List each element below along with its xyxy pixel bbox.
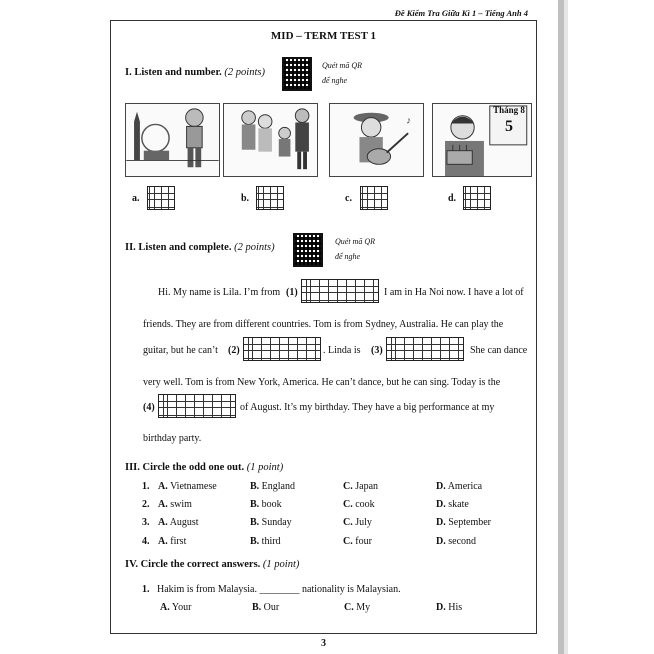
option-d[interactable]: D. September — [436, 517, 491, 528]
qr-code-icon[interactable] — [282, 57, 312, 91]
qr-note-line2: để nghe — [322, 76, 348, 85]
odd-one-out-row: 4. — [142, 536, 150, 547]
passage-line3a: guitar, but he can’t — [143, 345, 218, 356]
option-a[interactable]: A. swim — [158, 499, 192, 510]
option-a[interactable]: A. Your — [160, 602, 192, 613]
passage-line3b: . Linda is — [323, 345, 361, 356]
passage-line2: friends. They are from different countries. Tom is from Sydney, Australia. He can play the — [143, 319, 504, 330]
passage-line1b: I am in Ha Noi now. I have a lot of — [384, 287, 524, 298]
section4-title — [125, 559, 299, 570]
section3-title — [125, 462, 283, 473]
option-b[interactable]: B. Sunday — [250, 517, 292, 528]
odd-one-out-row: 1. — [142, 481, 150, 492]
qr-note-line2: để nghe — [335, 252, 361, 261]
answer-label-c: c. — [345, 193, 352, 204]
svg-text:♪: ♪ — [406, 115, 412, 127]
answer-box-c[interactable] — [360, 186, 388, 210]
option-a[interactable]: A. August — [158, 517, 199, 528]
blank-number-4: (4) — [143, 402, 155, 413]
section1-title — [125, 67, 265, 78]
section4-heading: IV. Circle the correct answers. — [125, 559, 261, 570]
blank-box-2[interactable] — [243, 337, 321, 361]
page-number: 3 — [321, 638, 326, 649]
passage-line3c: She can dance — [470, 345, 528, 356]
calendar-day: 5 — [505, 118, 513, 135]
qr-code-icon[interactable] — [293, 233, 323, 267]
page-header: Đề Kiểm Tra Giữa Kì 1 – Tiếng Anh 4 — [394, 8, 528, 18]
section3-points: (1 point) — [246, 462, 284, 473]
section1-points: (2 points) — [224, 67, 265, 78]
answer-label-d: d. — [448, 193, 457, 204]
option-b[interactable]: B. book — [250, 499, 282, 510]
qr-note-line1: Quét mã QR — [322, 61, 362, 70]
option-a[interactable]: A. Vietnamese — [158, 481, 217, 492]
answer-box-a[interactable] — [147, 186, 175, 210]
answer-box-b[interactable] — [256, 186, 284, 210]
option-d[interactable]: D. second — [436, 536, 477, 547]
option-b[interactable]: B. third — [250, 536, 281, 547]
section1-heading: I. Listen and number. — [125, 67, 222, 78]
section3-heading: III. Circle the odd one out. — [125, 462, 245, 473]
option-c[interactable]: C. four — [343, 536, 372, 547]
option-d[interactable]: D. America — [436, 481, 483, 492]
passage-line5: of August. It’s my birthday. They have a big performance at my — [240, 402, 495, 413]
option-c[interactable]: C. July — [343, 517, 372, 528]
qr-note-line1: Quét mã QR — [335, 237, 375, 246]
qr-note — [335, 234, 395, 264]
passage-line6: birthday party. — [143, 433, 202, 444]
family-picture — [223, 103, 318, 177]
question-1: 1. Hakim is from Malaysia. ________ nationality is Malaysian. — [142, 584, 401, 595]
option-d[interactable]: D. His — [436, 602, 463, 613]
option-c[interactable]: C. Japan — [343, 481, 379, 492]
section4-points: (1 point) — [262, 559, 300, 570]
passage-line4: very well. Tom is from New York, America. He can’t dance, but he can sing. Today is the — [143, 377, 501, 388]
section2-title — [125, 242, 275, 253]
answer-box-d[interactable] — [463, 186, 491, 210]
passage-line1a: Hi. My name is Lila. I’m from — [158, 287, 281, 298]
section2-points: (2 points) — [234, 242, 275, 253]
blank-number-1: (1) — [286, 287, 298, 298]
option-b[interactable]: B. England — [250, 481, 295, 492]
answer-label-b: b. — [241, 193, 250, 204]
odd-one-out-row: 3. — [142, 517, 150, 528]
london-boy-picture — [125, 103, 220, 177]
test-title: MID – TERM TEST 1 — [270, 30, 377, 42]
book-spine-edge — [564, 0, 568, 654]
qr-note — [322, 58, 382, 88]
option-c[interactable]: C. cook — [343, 499, 375, 510]
option-b[interactable]: B. Our — [252, 602, 280, 613]
blank-box-1[interactable] — [301, 279, 379, 303]
answer-label-a: a. — [132, 193, 140, 204]
calendar-month: Tháng 8 — [493, 105, 525, 115]
option-a[interactable]: A. first — [158, 536, 187, 547]
girl-guitar-picture — [329, 103, 424, 177]
section2-heading: II. Listen and complete. — [125, 242, 232, 253]
blank-box-3[interactable] — [386, 337, 464, 361]
blank-box-4[interactable] — [158, 394, 236, 418]
option-c[interactable]: C. My — [344, 602, 371, 613]
blank-number-3: (3) — [371, 345, 383, 356]
option-d[interactable]: D. skate — [436, 499, 469, 510]
blank-number-2: (2) — [228, 345, 240, 356]
odd-one-out-row: 2. — [142, 499, 150, 510]
